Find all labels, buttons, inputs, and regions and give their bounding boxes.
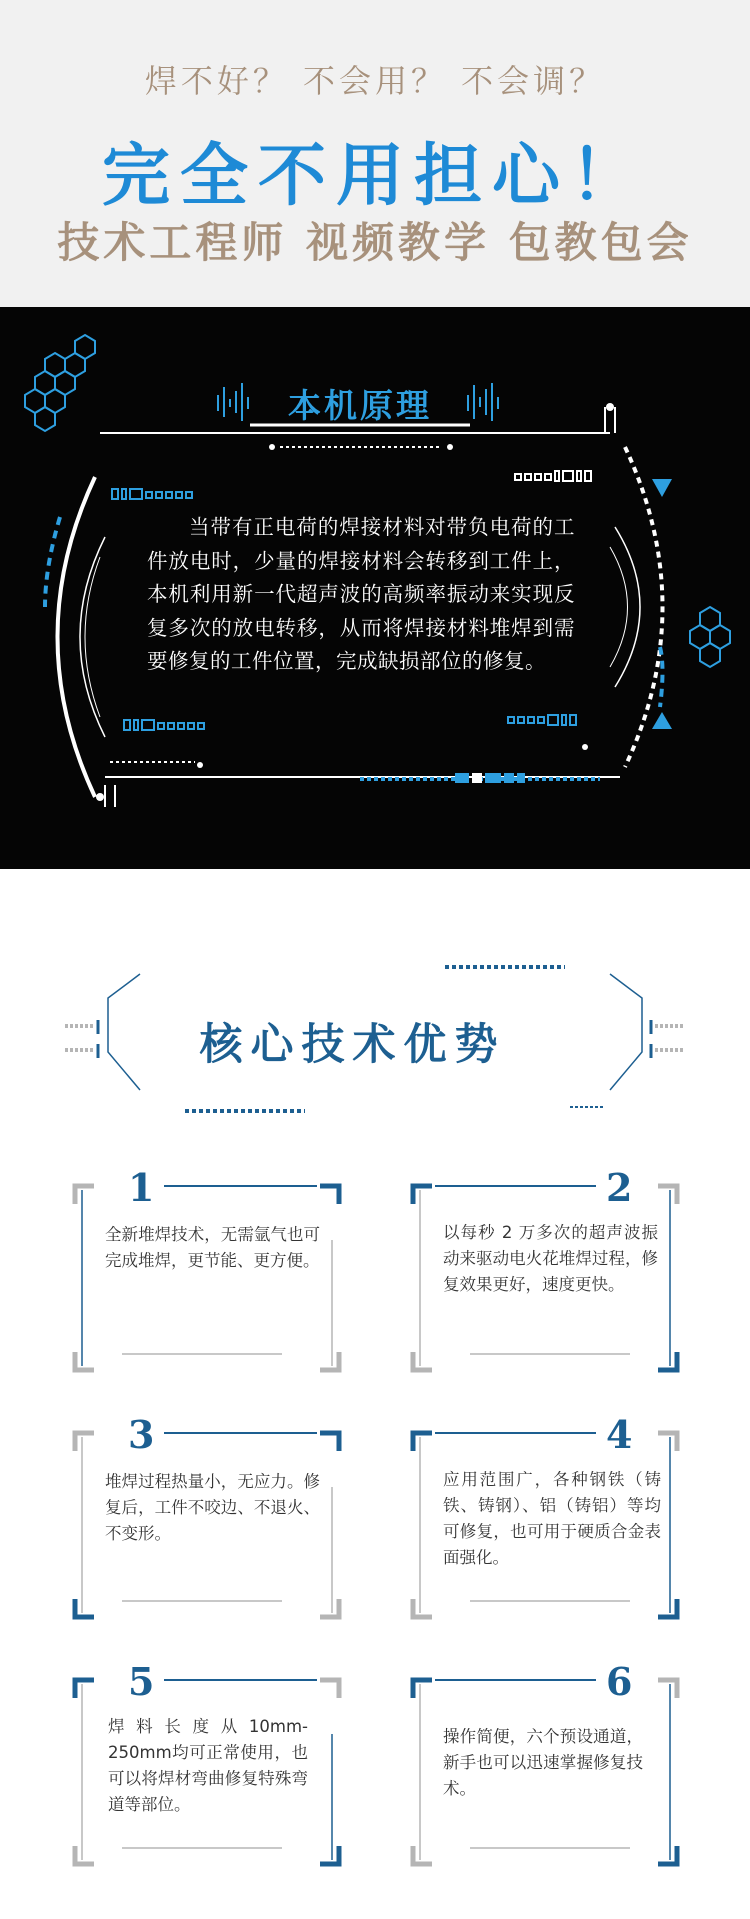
hero-questions: 焊不好？ 不会用？ 不会调？	[144, 62, 606, 100]
core-title: 核心技术优势	[199, 1020, 506, 1070]
feature-card-1	[72, 1165, 342, 1376]
hero-headline: 完全不用担心！	[101, 137, 648, 216]
principle-text: 当带有正电荷的焊接材料对带负电荷的工件放电时，少量的焊接材料会转移到工件上，本机利用新一代超声波的高频率振动来实现反复多次的放电转移，从而将焊接材料堆焊到需要修复的工件位置，完成缺损部位的修复。	[147, 515, 575, 673]
card-text: 以每秒 2 万多次的超声波振动来驱动电火花堆焊过程，修复效果更好，速度更快。	[443, 1223, 658, 1294]
feature-card-2	[410, 1165, 680, 1376]
hero-subline: 技术工程师 视频教学 包教包会	[57, 218, 693, 267]
feature-card-3	[72, 1412, 342, 1623]
card-number: 1	[118, 1168, 164, 1208]
card-number: 4	[596, 1415, 642, 1455]
principle-section	[0, 307, 750, 869]
card-text: 堆焊过程热量小，无应力。修复后，工件不咬边、不退火、不变形。	[105, 1472, 320, 1543]
card-text: 应用范围广，各种钢铁（铸铁、铸钢）、铝（铸铝）等均可修复，也可用于硬质合金表面强化。	[443, 1470, 661, 1567]
card-number: 5	[118, 1662, 164, 1702]
card-number: 3	[118, 1415, 164, 1455]
card-number: 6	[596, 1662, 642, 1702]
principle-title: 本机原理	[288, 386, 432, 425]
card-frame	[72, 1180, 342, 1376]
card-text: 焊料长度从10mm-250mm均可正常使用，也可以将焊材弯曲修复特殊弯道等部位。	[108, 1717, 308, 1814]
feature-card-6	[410, 1659, 680, 1870]
card-text: 操作简便，六个预设通道，新手也可以迅速掌握修复技术。	[443, 1727, 643, 1798]
feature-card-4	[410, 1412, 680, 1623]
card-number: 2	[596, 1168, 642, 1208]
hero-section	[0, 0, 750, 307]
feature-card-5	[72, 1659, 342, 1870]
card-text: 全新堆焊技术，无需氩气也可完成堆焊，更节能、更方便。	[105, 1225, 320, 1270]
